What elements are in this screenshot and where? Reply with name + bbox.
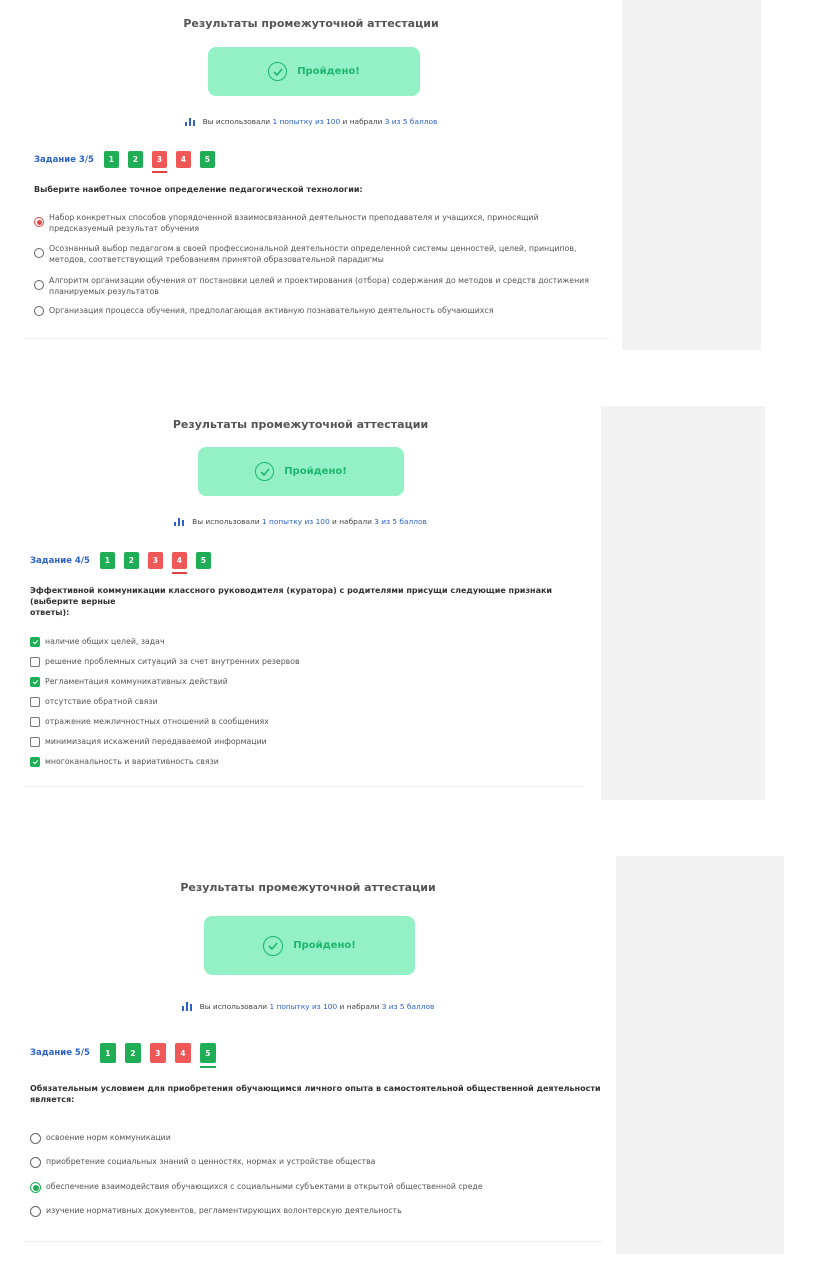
task-nav-button-2[interactable]: 2 xyxy=(124,552,139,569)
radio-button[interactable] xyxy=(30,1133,41,1144)
task-nav-button-3[interactable]: 3 xyxy=(152,151,167,168)
bar-chart-icon xyxy=(185,117,195,128)
divider xyxy=(24,338,609,339)
checkbox[interactable] xyxy=(30,677,40,687)
radio-button[interactable] xyxy=(30,1206,41,1217)
side-panel xyxy=(601,406,765,800)
attempts-count: 1 попытку из 100 xyxy=(272,117,341,126)
answer-option-text: многоканальность и вариативность связи xyxy=(45,757,219,766)
task-counter: Задание 4/5 xyxy=(30,555,90,566)
task-nav-button-1[interactable]: 1 xyxy=(100,1043,116,1063)
used-prefix: Вы использовали xyxy=(192,517,262,526)
bar-chart-icon xyxy=(182,1001,192,1013)
answer-option-text: минимизация искажений передаваемой информации xyxy=(45,737,267,746)
question-text: Выберите наиболее точное определение педагогической технологии: xyxy=(34,185,363,194)
passed-label: Пройдено! xyxy=(293,940,356,951)
answer-option-1[interactable] xyxy=(30,637,165,648)
answer-option-text: решение проблемных ситуаций за счет внутренних резервов xyxy=(45,657,300,666)
task-nav-button-1[interactable]: 1 xyxy=(100,552,115,569)
radio-button[interactable] xyxy=(34,217,44,227)
answer-option-4[interactable] xyxy=(30,1206,402,1217)
answer-option-3[interactable] xyxy=(30,1182,483,1193)
passed-label: Пройдено! xyxy=(297,66,360,77)
bar-chart-icon xyxy=(174,517,184,528)
attempts-summary xyxy=(0,517,601,528)
task-nav-button-5[interactable]: 5 xyxy=(196,552,211,569)
checkbox[interactable] xyxy=(30,757,40,767)
passed-banner xyxy=(204,916,415,975)
check-circle-icon xyxy=(255,462,274,481)
side-panel xyxy=(616,856,784,1254)
used-prefix: Вы использовали xyxy=(199,1002,270,1011)
check-circle-icon xyxy=(263,936,283,956)
task-navigation xyxy=(30,552,220,569)
task-counter: Задание 3/5 xyxy=(34,154,94,165)
attestation-panel-3 xyxy=(0,856,616,1254)
question-text: Обязательным условием для приобретения обучающимся личного опыта в самостоятельной общественной деятельности является: xyxy=(30,1084,601,1104)
passed-banner xyxy=(198,447,404,496)
side-panel xyxy=(622,0,761,350)
task-nav-button-5[interactable]: 5 xyxy=(200,1043,216,1063)
answer-option-text: освоение норм коммуникации xyxy=(46,1133,171,1142)
attempts-summary xyxy=(0,117,622,128)
answer-option-3[interactable] xyxy=(34,276,589,297)
answer-option-text: отражение межличностных отношений в сообщениях xyxy=(45,717,269,726)
used-middle: и набрали xyxy=(337,1002,382,1011)
score: 3 из 5 баллов xyxy=(381,1002,435,1011)
task-nav-button-2[interactable]: 2 xyxy=(128,151,143,168)
task-nav-button-4[interactable]: 4 xyxy=(175,1043,191,1063)
checkbox[interactable] xyxy=(30,637,40,647)
answer-option-text: обеспечение взаимодействия обучающихся с социальными субъектами в открытой общественной среде xyxy=(46,1182,483,1191)
answer-option-1[interactable] xyxy=(30,1133,171,1144)
score: 3 из 5 баллов xyxy=(374,517,427,526)
radio-button[interactable] xyxy=(30,1157,41,1168)
answer-option-2[interactable] xyxy=(30,657,300,668)
radio-button[interactable] xyxy=(34,306,44,316)
task-navigation xyxy=(30,1043,225,1063)
page-title: Результаты промежуточной аттестации xyxy=(180,881,436,894)
radio-button[interactable] xyxy=(30,1182,41,1193)
page-title: Результаты промежуточной аттестации xyxy=(183,17,439,30)
answer-option-text: изучение нормативных документов, регламентирующих волонтерскую деятельность xyxy=(46,1206,402,1215)
answer-option-2[interactable] xyxy=(30,1157,375,1168)
answer-option-text: Регламентация коммуникативных действий xyxy=(45,677,228,686)
attempts-count: 1 попытку из 100 xyxy=(269,1002,338,1011)
used-middle: и набрали xyxy=(329,517,375,526)
attestation-panel-2 xyxy=(0,406,601,800)
answer-option-text: Набор конкретных способов упорядоченной взаимосвязанной деятельности преподавателя и учащихся, приносящий предсказуемый результат обучения xyxy=(49,213,539,233)
attempts-count: 1 попытку из 100 xyxy=(261,517,330,526)
used-middle: и набрали xyxy=(340,117,385,126)
task-nav-button-3[interactable]: 3 xyxy=(150,1043,166,1063)
task-nav-button-4[interactable]: 4 xyxy=(172,552,187,569)
used-prefix: Вы использовали xyxy=(202,117,273,126)
answer-option-1[interactable] xyxy=(34,213,539,234)
answer-option-text: Алгоритм организации обучения от постановки целей и проектирования (отбора) содержания до методов и средств достижения планируемых результатов xyxy=(49,276,589,296)
checkbox[interactable] xyxy=(30,717,40,727)
radio-button[interactable] xyxy=(34,280,44,290)
answer-option-7[interactable] xyxy=(30,757,219,768)
task-nav-button-4[interactable]: 4 xyxy=(176,151,191,168)
divider xyxy=(24,786,584,787)
radio-button[interactable] xyxy=(34,248,44,258)
check-circle-icon xyxy=(268,62,287,81)
task-nav-button-5[interactable]: 5 xyxy=(200,151,215,168)
answer-option-text: приобретение социальных знаний о ценностях, нормах и устройстве общества xyxy=(46,1157,376,1166)
task-nav-button-3[interactable]: 3 xyxy=(148,552,163,569)
checkbox[interactable] xyxy=(30,657,40,667)
task-counter: Задание 5/5 xyxy=(30,1048,90,1058)
page-title: Результаты промежуточной аттестации xyxy=(172,418,429,431)
score: 3 из 5 баллов xyxy=(384,117,438,126)
answer-option-text: Организация процесса обучения, предполагающая активную познавательную деятельность обучающихся xyxy=(49,306,494,315)
checkbox[interactable] xyxy=(30,737,40,747)
answer-option-2[interactable] xyxy=(34,244,576,265)
answer-option-text: отсутствие обратной связи xyxy=(45,697,158,706)
checkbox[interactable] xyxy=(30,697,40,707)
divider xyxy=(24,1241,602,1242)
answer-option-5[interactable] xyxy=(30,717,269,728)
attempts-summary xyxy=(0,1001,616,1013)
answer-option-text: наличие общих целей, задач xyxy=(45,637,165,646)
question-text: Эффективной коммуникации классного руководителя (куратора) с родителями присущи следующие признаки (выберите верные ответы): xyxy=(30,586,553,617)
answer-option-4[interactable] xyxy=(30,697,158,708)
answer-option-6[interactable] xyxy=(30,737,267,748)
attestation-panel-1 xyxy=(0,0,622,350)
passed-banner xyxy=(208,47,420,96)
task-nav-button-1[interactable]: 1 xyxy=(104,151,119,168)
passed-label: Пройдено! xyxy=(284,466,347,477)
answer-option-text: Осознанный выбор педагогом в своей профессиональной деятельности определенной системы ценностей, целей, принципов, методов, соответствующий требованиям принятой образовательной парадигмы xyxy=(49,244,577,264)
answer-option-3[interactable] xyxy=(30,677,228,688)
answer-option-4[interactable] xyxy=(34,306,493,317)
task-nav-button-2[interactable]: 2 xyxy=(125,1043,141,1063)
task-navigation xyxy=(34,151,224,168)
